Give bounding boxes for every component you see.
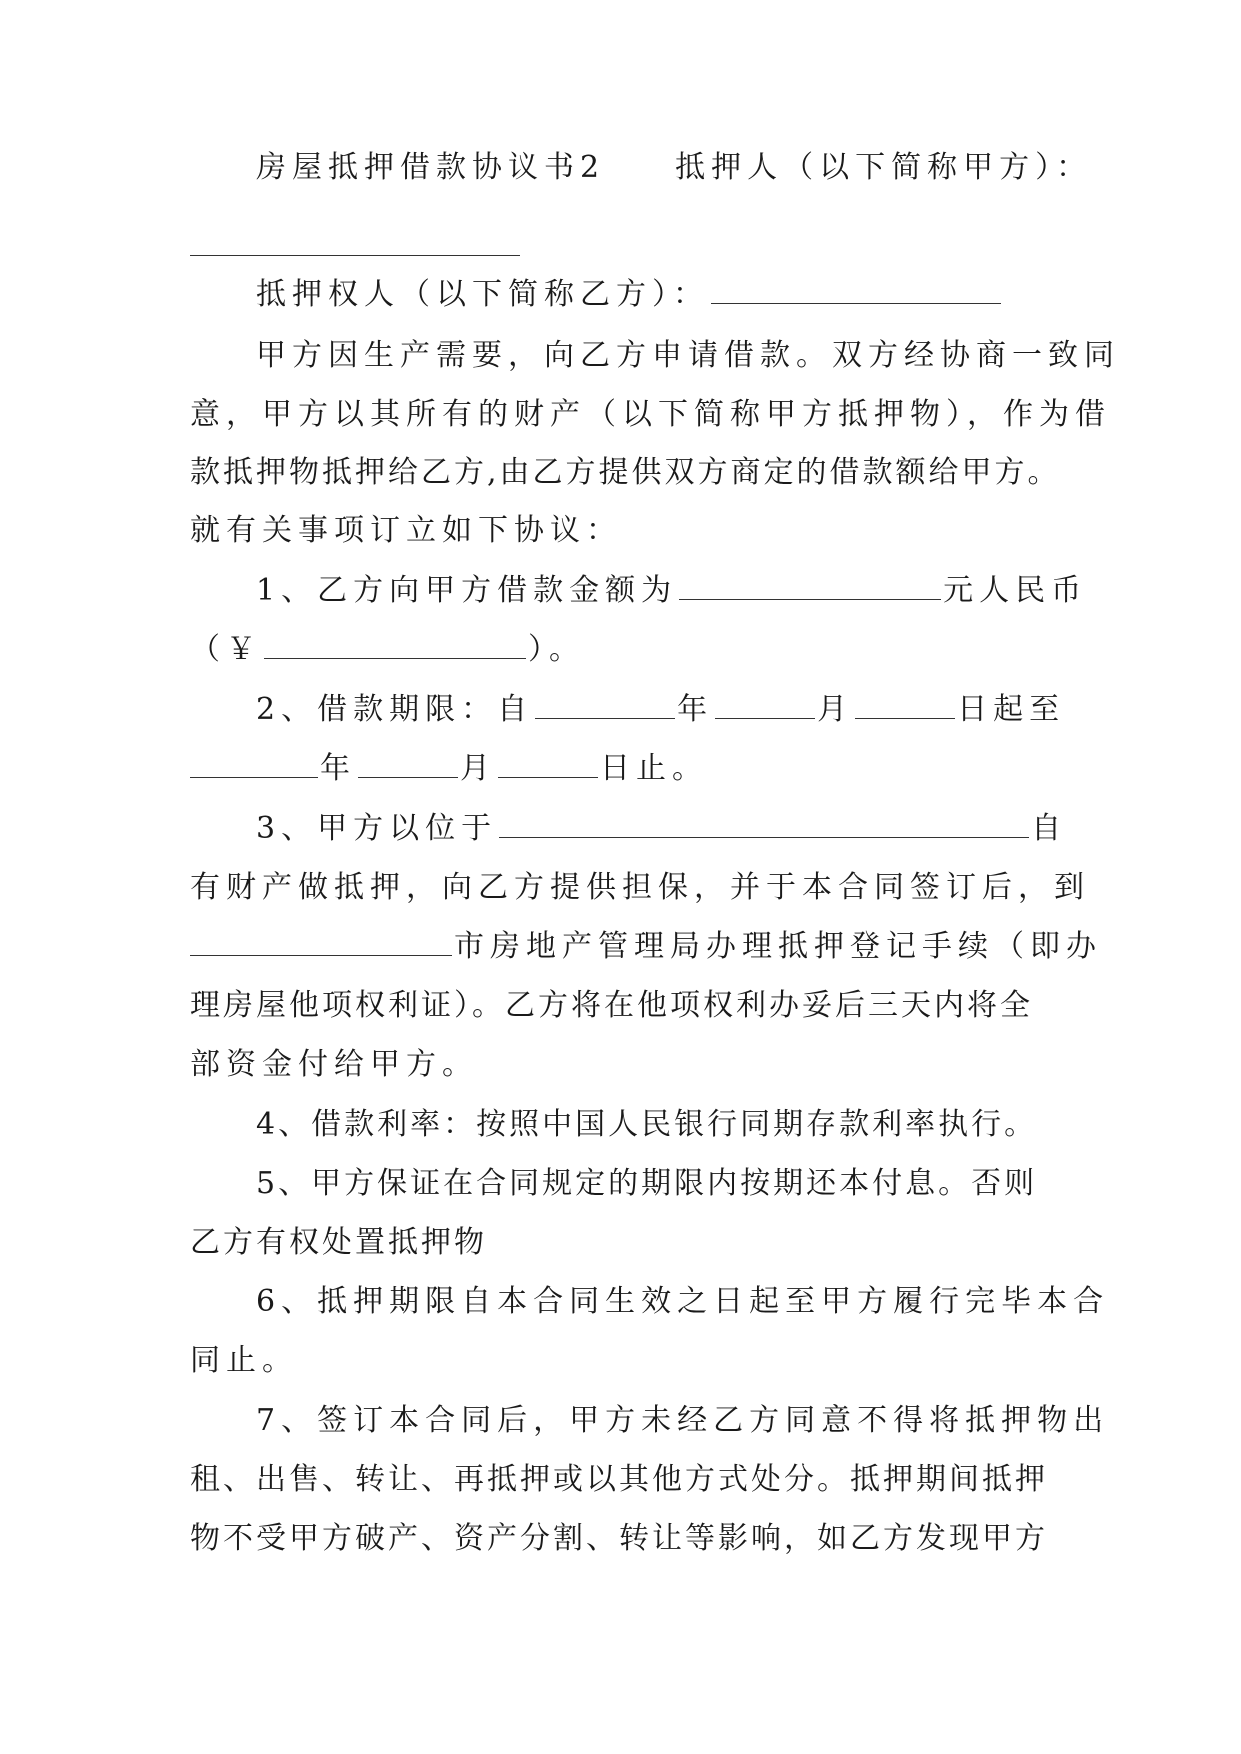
mortgagor-blank — [190, 255, 520, 256]
clause-5-line-2 — [190, 1223, 1052, 1263]
text-span: 月 — [817, 692, 854, 727]
text-span: 月 — [460, 751, 496, 786]
property-location-blank — [499, 809, 1029, 838]
text-span: 2、借款期限：自 — [256, 692, 534, 727]
clause-7-line-3 — [190, 1519, 1052, 1559]
clause-3-line-3 — [190, 927, 1102, 967]
text-span: 甲方因生产需要，向乙方申请借款。双方经协商一致同 — [256, 338, 1120, 373]
clause-3-line-5 — [190, 1045, 1052, 1085]
text-span: 年 — [677, 692, 714, 727]
end-year-blank — [190, 749, 318, 778]
clause-1-line-2 — [190, 630, 1052, 670]
mortgagor-label: 抵押人（以下简称甲方）： — [675, 150, 1093, 185]
text-span: 物不受甲方破产、资产分割、转让等影响，如乙方发现甲方 — [190, 1521, 1048, 1556]
end-month-blank — [358, 749, 458, 778]
clause-5-line-1 — [256, 1164, 1118, 1204]
clause-7-line-2 — [190, 1460, 1052, 1500]
clause-6-line-2 — [190, 1341, 1052, 1381]
text-span: 日止。 — [600, 751, 708, 786]
text-span: 乙方有权处置抵押物 — [190, 1225, 487, 1260]
text-span: ）。 — [528, 632, 585, 667]
text-span: 有财产做抵押，向乙方提供担保，并于本合同签订后，到 — [190, 870, 1090, 905]
loan-amount-blank — [679, 571, 941, 600]
text-span: 租、出售、转让、再抵押或以其他方式处分。抵押期间抵押 — [190, 1462, 1048, 1497]
text-span: 部资金付给甲方。 — [190, 1047, 478, 1082]
loan-amount-rmb-blank — [264, 630, 526, 659]
clause-2-line-2 — [190, 749, 1052, 789]
paragraph-intro-line-4 — [190, 511, 1052, 551]
text-span: 就有关事项订立如下协议： — [190, 513, 622, 548]
text-span: 自 — [1031, 811, 1068, 846]
clause-4-line-1 — [256, 1105, 1118, 1145]
text-span: 4、借款利率：按照中国人民银行同期存款利率执行。 — [256, 1107, 1038, 1142]
text-span: 元人民币 — [943, 573, 1088, 608]
text-span: 日起至 — [957, 692, 1066, 727]
start-day-blank — [855, 690, 955, 719]
text-span: 3、甲方以位于 — [256, 811, 498, 846]
text-span: 1、乙方向甲方借款金额为 — [256, 573, 678, 608]
start-year-blank — [535, 690, 675, 719]
paragraph-intro-line-1 — [256, 336, 1118, 376]
paragraph-intro-line-2 — [190, 395, 1111, 435]
title-line — [256, 148, 1118, 188]
clause-1-line-1 — [256, 571, 1118, 611]
clause-2-line-1 — [256, 690, 1118, 730]
clause-3-line-2 — [190, 868, 1090, 908]
clause-3-line-4 — [190, 986, 1052, 1026]
text-span: （￥ — [190, 632, 262, 667]
text-span: 同止。 — [190, 1343, 298, 1378]
end-day-blank — [498, 749, 598, 778]
city-blank — [190, 927, 452, 956]
clause-3-line-1 — [256, 809, 1118, 849]
mortgagee-label: 抵押权人（以下简称乙方）： — [256, 277, 709, 312]
start-month-blank — [715, 690, 815, 719]
text-span: 6、抵押期限自本合同生效之日起至甲方履行完毕本合 — [256, 1284, 1110, 1319]
text-span: 意，甲方以其所有的财产（以下简称甲方抵押物），作为借 — [190, 397, 1111, 432]
clause-6-line-1 — [256, 1282, 1118, 1322]
mortgagee-line — [256, 275, 1118, 315]
text-span: 市房地产管理局办理抵押登记手续（即办 — [454, 929, 1102, 964]
clause-7-line-1 — [256, 1401, 1118, 1441]
text-span: 理房屋他项权利证）。乙方将在他项权利办妥后三天内将全 — [190, 988, 1033, 1023]
mortgagee-blank — [711, 275, 1001, 304]
text-span: 5、甲方保证在合同规定的期限内按期还本付息。否则 — [256, 1166, 1038, 1201]
paragraph-intro-line-3 — [190, 453, 1061, 493]
text-span: 年 — [320, 751, 356, 786]
text-span: 款抵押物抵押给乙方,由乙方提供双方商定的借款额给甲方。 — [190, 455, 1061, 490]
document-title: 房屋抵押借款协议书2 — [256, 150, 606, 185]
text-span: 7、签订本合同后，甲方未经乙方同意不得将抵押物出 — [256, 1403, 1110, 1438]
